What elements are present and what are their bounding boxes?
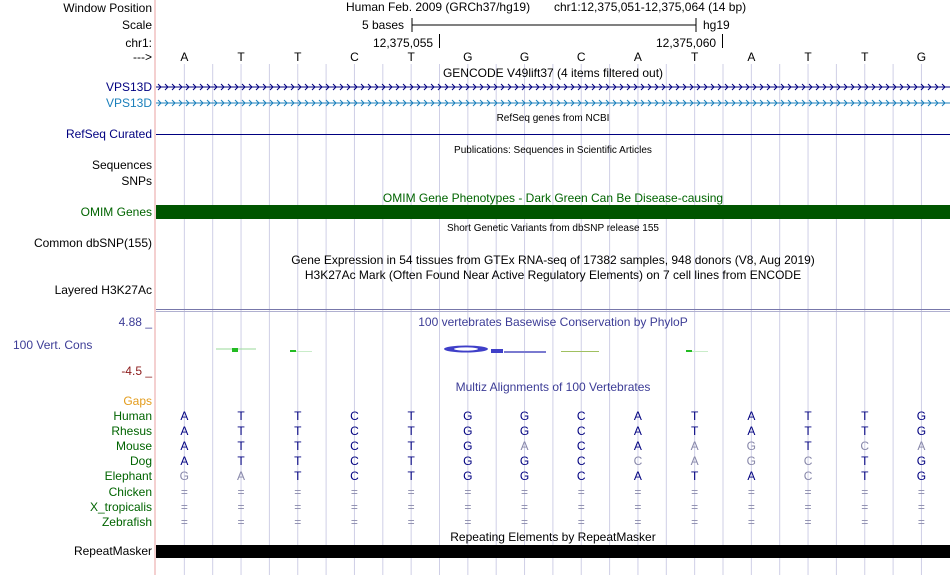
alignment-base: =: [861, 484, 869, 499]
alignment-base: =: [464, 484, 472, 499]
alignment-base: =: [577, 499, 585, 514]
repeatmasker-label[interactable]: RepeatMasker: [73, 544, 152, 558]
alignment-base: A: [633, 439, 642, 454]
alignment-base: C: [350, 469, 359, 484]
alignment-base: A: [747, 409, 756, 423]
scale-bar: [408, 16, 700, 34]
gaps-label[interactable]: Gaps: [123, 394, 152, 408]
alignment-base: =: [350, 514, 358, 529]
alignment-base: T: [237, 454, 245, 469]
alignment-base: T: [861, 424, 869, 439]
alignment-base: C: [350, 454, 359, 469]
alignment-base: T: [294, 439, 302, 454]
species-label[interactable]: X_tropicalis: [89, 499, 152, 514]
alignment-base: C: [576, 424, 586, 439]
alignment-base: C: [576, 469, 586, 484]
alignment-base: T: [861, 469, 869, 484]
repeatmasker-bar[interactable]: [156, 545, 950, 558]
alignment-base: A: [633, 469, 642, 484]
species-label[interactable]: Chicken: [108, 484, 152, 499]
alignment-base: G: [916, 409, 927, 423]
alignment-base: =: [861, 499, 869, 514]
dna-base: G: [463, 50, 473, 64]
cons-min-label: -4.5 _: [121, 364, 152, 378]
alignment-base: G: [519, 409, 530, 423]
alignment-base: T: [237, 424, 245, 439]
omim-phenotype-bar[interactable]: [156, 205, 950, 219]
dna-base: G: [916, 50, 927, 64]
alignment-base: =: [294, 484, 302, 499]
species-label[interactable]: Human: [113, 409, 152, 423]
alignment-base: G: [519, 469, 530, 484]
alignment-base: =: [521, 514, 529, 529]
alignment-base: T: [690, 424, 699, 439]
gene-vps13d-2[interactable]: [156, 97, 950, 109]
species-label[interactable]: Dog: [129, 454, 152, 469]
alignment-base: =: [294, 514, 302, 529]
dna-base: C: [350, 50, 359, 64]
alignment-base: T: [294, 469, 302, 484]
alignment-base: T: [690, 409, 699, 423]
scale-text: 5 bases: [362, 18, 405, 32]
alignment-base: =: [180, 514, 188, 529]
short-variants-track-title[interactable]: Short Genetic Variants from dbSNP release 155: [447, 223, 659, 234]
alignment-base: T: [804, 424, 812, 439]
alignment-base: =: [747, 484, 755, 499]
alignment-base: G: [746, 439, 757, 454]
alignment-base: A: [690, 439, 699, 454]
h3k27ac-track-title[interactable]: H3K27Ac Mark (Often Found Near Active Regulatory Elements) on 7 cell lines from ENCODE: [304, 268, 802, 282]
dna-base: T: [237, 50, 245, 64]
alignment-base: A: [180, 409, 189, 423]
dna-base: C: [576, 50, 586, 64]
species-label[interactable]: Rhesus: [111, 424, 152, 439]
alignment-base: T: [294, 424, 302, 439]
alignment-base: =: [577, 514, 585, 529]
dna-base: A: [180, 50, 189, 64]
alignment-base: =: [464, 499, 472, 514]
alignment-base: G: [179, 469, 190, 484]
alignment-base: A: [917, 439, 926, 454]
layered-h3k27ac-label[interactable]: Layered H3K27Ac: [54, 283, 152, 297]
db-label: hg19: [703, 18, 730, 32]
alignment-base: A: [690, 454, 699, 469]
alignment-base: =: [294, 499, 302, 514]
alignment-base: G: [463, 454, 473, 469]
alignment-base: A: [180, 454, 189, 469]
species-label[interactable]: Zebrafish: [101, 514, 152, 529]
conservation-track-title[interactable]: 100 vertebrates Basewise Conservation by PhyloP: [418, 315, 688, 329]
alignment-base: G: [519, 454, 530, 469]
gene-label-vps13d-1[interactable]: VPS13D: [105, 80, 152, 94]
alignment-base: C: [576, 439, 586, 454]
dna-base: T: [804, 50, 812, 64]
assembly-title: Human Feb. 2009 (GRCh37/hg19): [346, 0, 531, 14]
alignment-base: =: [747, 499, 755, 514]
alignment-base: =: [747, 514, 755, 529]
alignment-base: =: [237, 499, 245, 514]
alignment-base: G: [519, 424, 530, 439]
dna-base: G: [519, 50, 530, 64]
alignment-base: =: [691, 499, 699, 514]
alignment-base: G: [916, 424, 927, 439]
dna-base: T: [690, 50, 699, 64]
dna-base: T: [294, 50, 302, 64]
alignment-base: A: [180, 439, 189, 454]
gene-label-vps13d-2[interactable]: VPS13D: [105, 96, 152, 110]
alignment-base: G: [463, 469, 473, 484]
alignment-base: A: [237, 469, 246, 484]
alignment-base: =: [634, 499, 642, 514]
alignment-base: G: [746, 454, 757, 469]
alignment-base: =: [634, 514, 642, 529]
refseq-label[interactable]: RefSeq Curated: [65, 127, 152, 141]
alignment-base: =: [691, 514, 699, 529]
h3k27ac-baseline-top: [156, 309, 950, 310]
refseq-track-title[interactable]: RefSeq genes from NCBI: [496, 113, 610, 124]
alignment-base: T: [237, 409, 245, 423]
alignment-base: =: [521, 484, 529, 499]
alignment-base: C: [350, 409, 359, 423]
alignment-base: =: [180, 499, 188, 514]
coord-tick-left: [439, 34, 440, 48]
dna-base-row: [0, 50, 950, 64]
gtex-track-title[interactable]: Gene Expression in 54 tissues from GTEx RNA-seq of 17382 samples, 948 donors (V8, Aug 2019): [291, 253, 815, 267]
alignment-base: T: [804, 409, 812, 423]
alignment-base: C: [803, 469, 813, 484]
alignment-base: T: [690, 469, 699, 484]
alignment-base: T: [294, 409, 302, 423]
alignment-base: A: [633, 424, 642, 439]
species-label[interactable]: Elephant: [104, 469, 152, 484]
cons-track-label[interactable]: 100 Vert. Cons: [13, 338, 93, 352]
h3k27ac-baseline-bottom: [156, 311, 950, 312]
alignment-base: T: [407, 409, 415, 423]
strand-arrow-label[interactable]: --->: [133, 50, 152, 64]
alignment-base: =: [407, 499, 415, 514]
alignment-base: =: [917, 499, 925, 514]
omim-track-title[interactable]: OMIM Gene Phenotypes - Dark Green Can Be Disease-causing: [382, 191, 724, 205]
alignment-base: T: [294, 454, 302, 469]
alignment-base: =: [237, 514, 245, 529]
dna-base: T: [407, 50, 415, 64]
alignment-base: =: [237, 484, 245, 499]
window-position-label: Window Position: [63, 1, 152, 15]
alignment-base: =: [577, 484, 585, 499]
scale-label: Scale: [121, 18, 152, 32]
alignment-base: =: [464, 514, 472, 529]
alignment-base: =: [917, 484, 925, 499]
dna-base: T: [861, 50, 869, 64]
alignment-base: T: [861, 409, 869, 423]
conservation-plot: [156, 340, 950, 358]
dna-base: A: [747, 50, 756, 64]
alignment-base: =: [917, 514, 925, 529]
alignment-base: G: [463, 424, 473, 439]
alignment-base: A: [520, 439, 529, 454]
alignment-base: =: [350, 484, 358, 499]
dna-base: A: [633, 50, 642, 64]
alignment-base: A: [747, 469, 756, 484]
gencode-track-title[interactable]: GENCODE V49lift37 (4 items filtered out): [442, 66, 664, 80]
chrom-label: chr1:: [125, 36, 152, 50]
alignment-base: C: [860, 439, 870, 454]
alignment-base: T: [407, 469, 415, 484]
alignment-base: A: [633, 409, 642, 423]
alignment-base: G: [463, 439, 473, 454]
alignment-base: A: [180, 424, 189, 439]
alignment-base: T: [861, 454, 869, 469]
alignment-base: T: [237, 439, 245, 454]
common-dbsnp-label[interactable]: Common dbSNP(155): [33, 236, 152, 250]
alignment-base: G: [463, 409, 473, 423]
alignment-base: G: [916, 454, 927, 469]
snps-label[interactable]: SNPs: [121, 174, 152, 188]
alignment-base: T: [804, 439, 812, 454]
species-label[interactable]: Mouse: [115, 439, 152, 454]
coord-right: 12,375,060: [656, 36, 717, 50]
alignment-base: =: [634, 484, 642, 499]
alignment-base: =: [804, 499, 812, 514]
alignment-base: C: [576, 409, 586, 423]
alignment-base: T: [407, 424, 415, 439]
repeatmasker-track-title[interactable]: Repeating Elements by RepeatMasker: [450, 530, 656, 544]
alignment-base: =: [804, 484, 812, 499]
coord-tick-right: [722, 34, 723, 48]
position-readout: chr1:12,375,051-12,375,064 (14 bp): [554, 0, 747, 14]
refseq-gene-line[interactable]: [156, 134, 950, 135]
alignment-base: G: [916, 469, 927, 484]
multiz-track-title[interactable]: Multiz Alignments of 100 Vertebrates: [455, 380, 651, 394]
alignment-base: C: [633, 454, 643, 469]
alignment-base: =: [350, 499, 358, 514]
alignment-base: =: [407, 514, 415, 529]
cons-max-label: 4.88 _: [118, 315, 152, 329]
coord-left: 12,375,055: [373, 36, 434, 50]
alignment-base: T: [407, 439, 415, 454]
alignment-base: A: [747, 424, 756, 439]
alignment-base: =: [521, 499, 529, 514]
alignment-base: =: [407, 484, 415, 499]
alignment-base: C: [350, 439, 359, 454]
alignment-base: =: [691, 484, 699, 499]
alignment-base: =: [804, 514, 812, 529]
sequences-label[interactable]: Sequences: [91, 158, 152, 172]
alignment-base: C: [576, 454, 586, 469]
alignment-base: =: [180, 484, 188, 499]
gene-vps13d-1[interactable]: [156, 81, 950, 93]
alignment-base: =: [861, 514, 869, 529]
alignment-base: C: [803, 454, 813, 469]
alignment-base: T: [407, 454, 415, 469]
alignment-base: C: [350, 424, 359, 439]
omim-label[interactable]: OMIM Genes: [80, 205, 152, 219]
publications-track-title[interactable]: Publications: Sequences in Scientific Articles: [454, 145, 652, 156]
